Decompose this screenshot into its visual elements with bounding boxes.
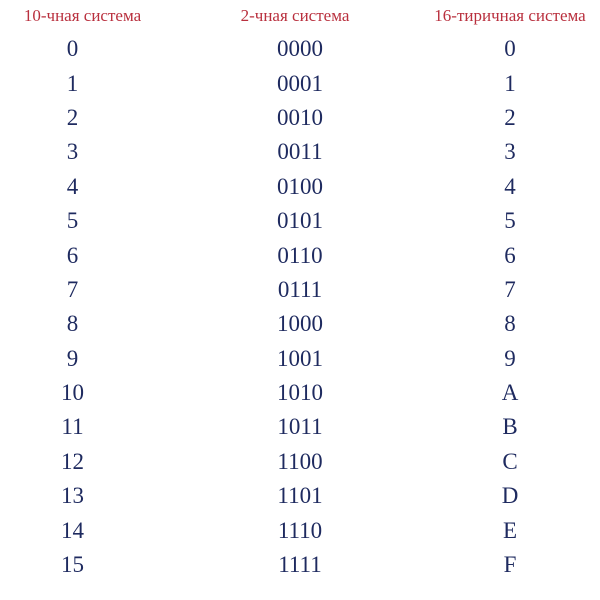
binary-value: 1011 xyxy=(277,414,323,440)
binary-value: 0110 xyxy=(277,242,323,268)
decimal-value: 14 xyxy=(61,517,84,543)
decimal-value: 11 xyxy=(61,414,84,440)
table-row xyxy=(0,238,600,272)
table-row xyxy=(0,101,600,135)
table-row xyxy=(0,307,600,341)
table-row xyxy=(0,376,600,410)
hex-value: D xyxy=(501,483,519,509)
hex-value: A xyxy=(501,380,519,406)
hex-value: 1 xyxy=(504,70,516,96)
hex-value: B xyxy=(502,414,518,440)
decimal-value: 9 xyxy=(66,345,79,371)
hex-value: 3 xyxy=(504,139,516,165)
hex-value: 8 xyxy=(504,311,516,337)
binary-value: 0000 xyxy=(277,36,323,62)
table-row xyxy=(0,204,600,238)
decimal-value: 12 xyxy=(61,448,84,474)
column-header-hex: 16-тиричная система xyxy=(434,6,586,25)
decimal-value: 0 xyxy=(66,36,79,62)
binary-value: 1010 xyxy=(277,380,323,406)
table-rows xyxy=(0,32,600,582)
binary-value: 0100 xyxy=(277,173,323,199)
table-row xyxy=(0,342,600,376)
table-row xyxy=(0,66,600,100)
decimal-value: 15 xyxy=(61,552,84,578)
hex-value: E xyxy=(502,517,518,543)
decimal-value: 13 xyxy=(61,483,84,509)
hex-value: 2 xyxy=(504,104,516,130)
binary-value: 1001 xyxy=(277,345,323,371)
decimal-value: 10 xyxy=(61,380,84,406)
table-row xyxy=(0,479,600,513)
hex-value: 9 xyxy=(504,345,516,371)
decimal-value: 1 xyxy=(66,70,79,96)
table-row xyxy=(0,32,600,66)
hex-value: 4 xyxy=(504,173,516,199)
binary-value: 1000 xyxy=(277,311,323,337)
decimal-value: 8 xyxy=(66,311,79,337)
hex-value: C xyxy=(502,448,518,474)
table-header-row xyxy=(0,2,600,30)
decimal-value: 7 xyxy=(66,276,79,302)
table-row xyxy=(0,170,600,204)
hex-value: F xyxy=(503,552,517,578)
decimal-value: 3 xyxy=(66,139,79,165)
binary-value: 0101 xyxy=(277,208,323,234)
table-row xyxy=(0,548,600,582)
table-row xyxy=(0,410,600,444)
decimal-value: 2 xyxy=(66,104,79,130)
table-row xyxy=(0,135,600,169)
binary-value: 1100 xyxy=(277,448,323,474)
binary-value: 0011 xyxy=(277,139,323,165)
hex-value: 0 xyxy=(504,36,516,62)
hex-value: 6 xyxy=(504,242,516,268)
column-header-binary: 2-чная система xyxy=(240,6,350,25)
table-row xyxy=(0,273,600,307)
table-row xyxy=(0,445,600,479)
binary-value: 0010 xyxy=(277,104,323,130)
binary-value: 1110 xyxy=(277,517,323,543)
table-row xyxy=(0,513,600,547)
binary-value: 0111 xyxy=(277,276,323,302)
binary-value: 1101 xyxy=(277,483,323,509)
binary-value: 0001 xyxy=(277,70,323,96)
decimal-value: 5 xyxy=(66,208,79,234)
decimal-value: 6 xyxy=(66,242,79,268)
decimal-value: 4 xyxy=(66,173,79,199)
binary-value: 1111 xyxy=(278,552,322,578)
column-header-decimal: 10-чная система xyxy=(23,6,142,25)
hex-value: 7 xyxy=(504,276,516,302)
hex-value: 5 xyxy=(504,208,516,234)
